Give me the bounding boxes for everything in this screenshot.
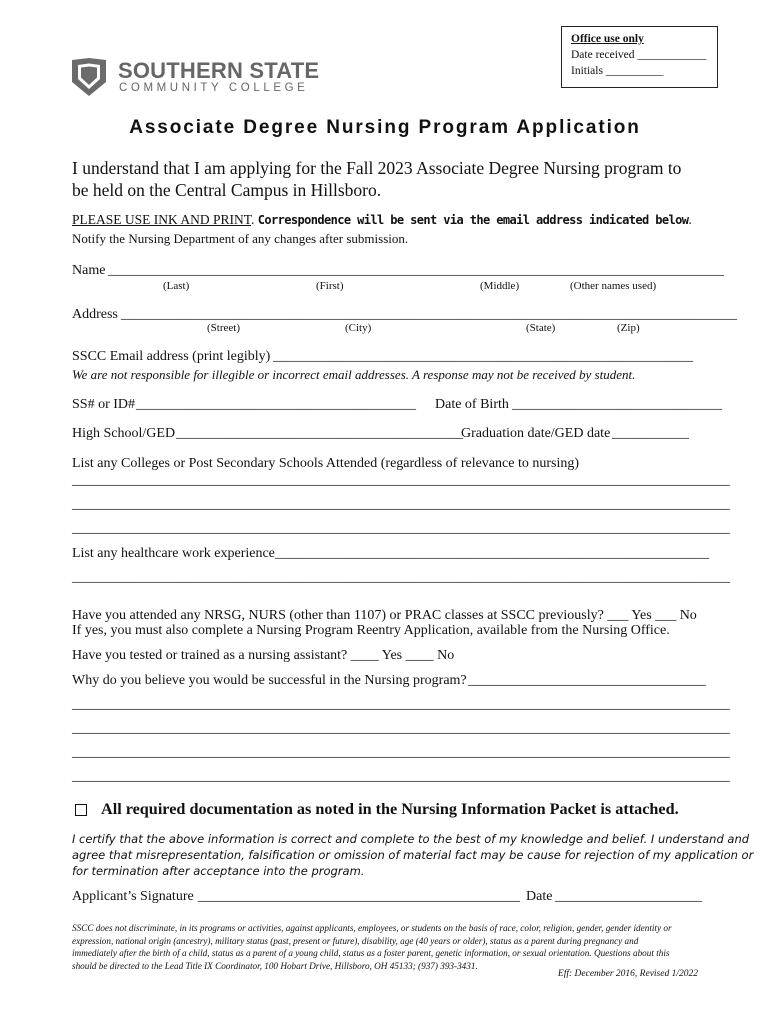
name-sub-last: (Last) [163, 280, 190, 292]
dob-label: Date of Birth [435, 397, 509, 412]
footer-line-4: should be directed to the Lead Title IX Coordinator, 100 Hobart Drive, Hillsboro, OH 45133; (937) 393-3431. [72, 960, 478, 971]
name-sub-first: (First) [316, 280, 344, 292]
documentation-statement: All required documentation as noted in the Nursing Information Packet is attached. [101, 800, 679, 818]
certification-line-3: for termination after acceptance into the program. [72, 864, 365, 878]
email-label: SSCC Email address (print legibly) [72, 349, 271, 364]
colleges-line-3[interactable]: ______________________________________________________________________________________________ [72, 521, 730, 536]
certification-text [72, 831, 753, 879]
college-name: SOUTHERN STATE [118, 58, 320, 83]
instruction-end: . [688, 212, 692, 227]
instruction-line [72, 212, 692, 228]
footer-line-3: immediately after the birth of a child, status as a parent of a young child, status as a foster parent, genetic information, or sexual orientation. Questions about this [72, 948, 670, 958]
name-sub-other: (Other names used) [570, 280, 657, 292]
address-sub-zip: (Zip) [617, 322, 640, 334]
instruction-separator: . [251, 212, 255, 227]
assistant-no-blank[interactable]: ____ [405, 648, 434, 663]
revision-note: Eff: December 2016, Revised 1/2022 [557, 969, 698, 979]
instruction-email: Correspondence will be sent via the email address indicated below [257, 213, 689, 227]
college-subtitle: COMMUNITY COLLEGE [119, 82, 309, 94]
colleges-line-2[interactable]: ______________________________________________________________________________________________ [72, 497, 730, 512]
prior-classes-row [72, 608, 697, 624]
intro-line-2: be held on the Central Campus in Hillsboro. [72, 180, 382, 200]
email-field[interactable]: ____________________________________________________________ [273, 349, 693, 364]
address-label: Address [72, 307, 118, 322]
assistant-no: No [437, 648, 455, 663]
graduation-field[interactable]: ___________ [612, 426, 689, 441]
success-line-5[interactable]: ______________________________________________________________________________________________ [72, 769, 730, 784]
instruction-print: PLEASE USE INK AND PRINT [72, 212, 252, 227]
certification-line-1: I certify that the above information is correct and complete to the best of my knowledge and belief. I understand and [72, 832, 750, 846]
office-use-title: Office use only [571, 33, 644, 45]
healthcare-label: List any healthcare work experience [72, 546, 275, 561]
highschool-label: High School/GED [72, 426, 176, 441]
success-line-3[interactable]: ______________________________________________________________________________________________ [72, 721, 730, 736]
prior-classes-question: Have you attended any NRSG, NURS (other than 1107) or PRAC classes at SSCC previously? [72, 608, 604, 623]
success-line-4[interactable]: ______________________________________________________________________________________________ [72, 745, 730, 760]
signature-date-field[interactable]: _____________________ [555, 889, 702, 904]
success-line-2[interactable]: ______________________________________________________________________________________________ [72, 697, 730, 712]
page-title: Associate Degree Nursing Program Application [129, 117, 641, 138]
footer-line-1: SSCC does not discriminate, in its programs or activities, against applicants, employees, or students on the basis of race, color, religion, gender, gender identity or [72, 923, 672, 933]
intro-text [72, 157, 681, 201]
name-sub-middle: (Middle) [480, 280, 520, 292]
assistant-yes-blank[interactable]: ____ [350, 648, 379, 663]
signature-label: Applicant’s Signature [72, 889, 194, 904]
office-date-received: Date received ____________ [571, 49, 707, 61]
graduation-label: Graduation date/GED date [461, 426, 611, 441]
intro-line-1: I understand that I am applying for the Fall 2023 Associate Degree Nursing program to [72, 158, 682, 178]
office-use-box [561, 26, 718, 88]
name-label: Name [72, 263, 106, 278]
healthcare-field[interactable]: ______________________________________________________________ [275, 546, 709, 561]
college-logo-icon [71, 57, 107, 102]
footer-line-2: expression, national origin (ancestry), military status (past, present or future), disability, age (40 years or older), status as a parent during pregnancy and [72, 935, 639, 946]
ssid-label: SS# or ID# [72, 397, 136, 412]
address-field[interactable]: ________________________________________________________________________________________ [121, 307, 737, 322]
dob-field[interactable]: ______________________________ [512, 397, 722, 412]
colleges-label: List any Colleges or Post Secondary Schools Attended (regardless of relevance to nursing) [72, 456, 579, 471]
prior-classes-yes: Yes [631, 608, 652, 623]
documentation-checkbox[interactable] [75, 804, 87, 816]
address-sub-state: (State) [526, 322, 556, 334]
address-sub-city: (City) [345, 322, 372, 334]
prior-classes-no: No [679, 608, 697, 623]
name-field[interactable]: ________________________________________________________________________________________ [108, 263, 724, 278]
signature-date-label: Date [526, 889, 553, 904]
notify-text: Notify the Nursing Department of any changes after submission. [72, 231, 409, 246]
certification-line-2: agree that misrepresentation, falsification or omission of material fact may be cause for rejection of my application or [72, 848, 754, 862]
assistant-question: Have you tested or trained as a nursing assistant? [72, 648, 348, 663]
nondiscrimination-notice [72, 922, 698, 972]
assistant-yes: Yes [381, 648, 403, 663]
prior-classes-no-blank[interactable]: ___ [655, 608, 677, 623]
office-initials: Initials __________ [571, 65, 664, 77]
signature-field[interactable]: ______________________________________________ [198, 889, 520, 904]
reentry-note: If yes, you must also complete a Nursing Program Reentry Application, available from the Nursing Office. [72, 623, 670, 638]
email-note: We are not responsible for illegible or incorrect email addresses. A response may not be received by student. [72, 367, 636, 382]
prior-classes-yes-blank[interactable]: ___ [607, 608, 629, 623]
success-field[interactable]: __________________________________ [468, 673, 706, 688]
colleges-line-1[interactable]: ______________________________________________________________________________________________ [72, 473, 730, 488]
healthcare-line-2[interactable]: ______________________________________________________________________________________________ [72, 570, 730, 585]
address-sub-street: (Street) [207, 322, 240, 334]
ssid-field[interactable]: ________________________________________ [136, 397, 416, 412]
highschool-field[interactable]: _________________________________________ [176, 426, 463, 441]
success-label: Why do you believe you would be successful in the Nursing program? [72, 673, 467, 688]
assistant-row [72, 648, 454, 664]
